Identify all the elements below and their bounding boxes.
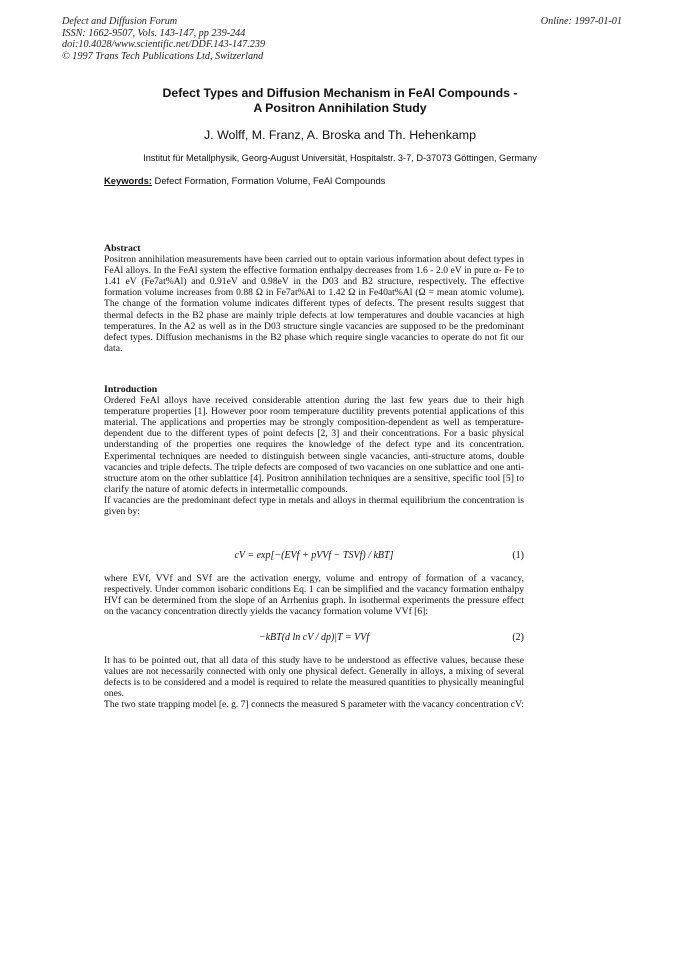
keywords-label: Keywords:: [104, 175, 152, 186]
intro-paragraph-3: where EVf, VVf and SVf are the activation energy, volume and entropy of formation of a vacancy, respectively. Under common isobaric conditions Eq. 1 can be simplified and the vacancy formation enthalpy HVf can be determined from the slope of an Arrhenius graph. In isothermal experiments the pressure effect on the vacancy concentration directly yields the vacancy formation volume VVf [6]:: [104, 573, 524, 618]
intro-closing-block: [104, 655, 524, 710]
introduction-section: [104, 384, 524, 517]
doi-line[interactable]: doi:10.4028/www.scientific.net/DDF.143-147.239: [62, 39, 266, 51]
copyright-line: © 1997 Trans Tech Publications Ltd, Switzerland: [62, 50, 264, 62]
authors: J. Wolff, M. Franz, A. Broska and Th. Hehenkamp: [203, 128, 477, 142]
equation-1-expression: cV = exp[−(EVf + pVVf − TSVf) / kBT]: [234, 550, 394, 561]
equation-2: [104, 632, 524, 650]
keywords-line: [104, 175, 604, 186]
equation-2-expression: −kBT(d ln cV / dp)|T = VVf: [258, 632, 370, 643]
intro-paragraph-3-block: [104, 573, 524, 617]
title-line-2: A Positron Annihilation Study: [253, 101, 427, 115]
abstract-text: Positron annihilation measurements have been carried out to optain various information about defect types in FeAl alloys. In the FeAl system the effective formation enthalpy decreases from 1.6 - 2.0 eV in pure α- Fe to 1.41 eV (Fe7at%Al) and 0.91eV and 0.98eV in the D03 and B2 structure, respectively. The effective formation volume increases from 0.88 Ω in Fe7at%Al to 1.42 Ω in Fe40at%Al (Ω = mean atomic volume). The change of the formation volume indicates different types of defects. The present results suggest that thermal defects in the B2 phase are mainly triple defects at low temperatures and double vacancies at high temperatures. In the A2 as well as in the D03 structure single vacancies are supposed to be the predominant defect types. Diffusion mechanisms in the B2 phase which require single vacancies to operate do not fit our data.: [104, 254, 524, 354]
journal-name: Defect and Diffusion Forum: [62, 16, 178, 27]
intro-paragraph-4: It has to be pointed out, that all data of this study have to be understood as effective values, because these values are not necessarily connected with only one physical defect. Generally in alloys, a mixing of several defects is to be considered and a model is required to relate the measured quantities to physically meaningful ones.: [104, 655, 524, 700]
intro-paragraph-5: The two state trapping model [e. g. 7] connects the measured S parameter with the vacancy concentration cV:: [104, 699, 524, 711]
online-date: Online: 1997-01-01: [540, 16, 622, 27]
abstract-heading: Abstract: [104, 243, 141, 254]
introduction-heading: Introduction: [104, 384, 158, 395]
issn-line: ISSN: 1662-9507, Vols. 143-147, pp 239-244: [62, 27, 246, 39]
keywords-text: Defect Formation, Formation Volume, FeAl Compounds: [154, 175, 386, 186]
equation-1-number: (1): [512, 550, 524, 561]
intro-paragraph-2: If vacancies are the predominant defect type in metals and alloys in thermal equilibrium the concentration is given by:: [104, 494, 524, 518]
equation-2-number: (2): [512, 632, 524, 643]
equation-1: [104, 550, 524, 568]
paper-title: [60, 86, 620, 116]
journal-header: [62, 16, 622, 62]
affiliation: Institut für Metallphysik, Georg-August Universität, Hospitalstr. 3-7, D-37073 Göttingen, Germany: [143, 153, 537, 163]
abstract-section: [104, 243, 524, 354]
title-line-1: Defect Types and Diffusion Mechanism in FeAl Compounds -: [162, 86, 518, 100]
intro-paragraph-1: Ordered FeAl alloys have received considerable attention during the last few years due to their high temperature properties [1]. However poor room temperature ductility prevents potential applications of this material. The applications and properties may be strongly composition-dependent as well as temperature-dependent due to the different types of point defects [2, 3] and their concentrations. For a basic physical understanding of the properties one requires the knowledge of the defect type and its concentration. Experimental techniques are needed to distinguish between single vacancies, anti-structure atoms, double vacancies and triple defects. The triple defects are composed of two vacancies on one sublattice and one anti-structure atom on the other sublattice [4]. Positron annihilation techniques are a sensitive, specific tool [5] to clarify the nature of atomic defects in intermetallic compounds.: [104, 395, 524, 495]
